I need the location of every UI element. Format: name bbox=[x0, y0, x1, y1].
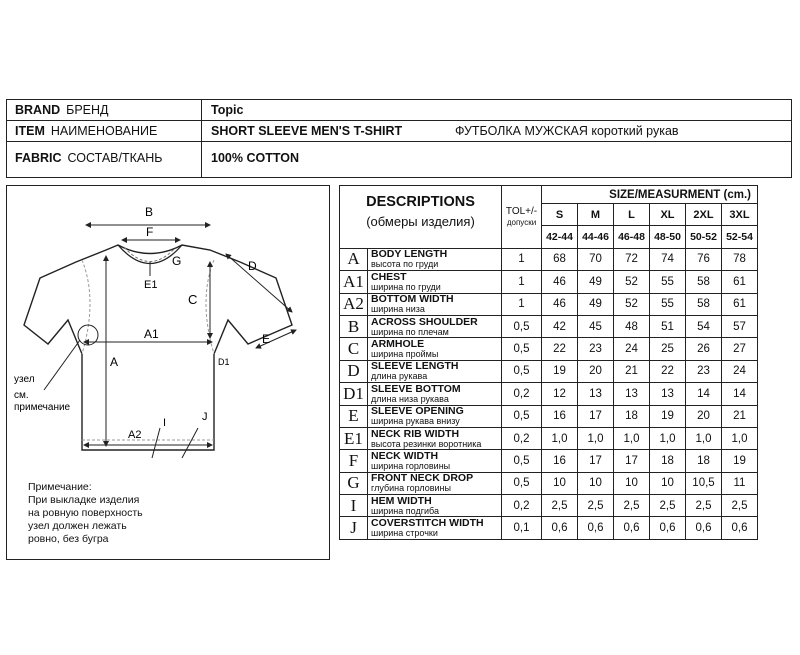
measure-value: 11 bbox=[722, 472, 758, 494]
label-E1: E1 bbox=[144, 279, 158, 291]
table-row bbox=[340, 495, 758, 517]
measure-value: 19 bbox=[722, 450, 758, 472]
size-label: L bbox=[614, 204, 650, 226]
size-label: XL bbox=[650, 204, 686, 226]
size-spec-table bbox=[339, 185, 758, 540]
size-range: 42-44 bbox=[542, 226, 578, 248]
label-remark: примечание bbox=[14, 402, 71, 413]
measure-description: SLEEVE OPENING ширина рукава внизу bbox=[368, 405, 502, 427]
size-range: 52-54 bbox=[722, 226, 758, 248]
tshirt-outline bbox=[24, 245, 292, 450]
measure-value: 2,5 bbox=[722, 495, 758, 517]
tolerance-cell: 1 bbox=[502, 248, 542, 270]
item-value: SHORT SLEEVE MEN'S T-SHIRT bbox=[211, 124, 403, 138]
measure-value: 20 bbox=[686, 405, 722, 427]
tolerance-cell: 0,5 bbox=[502, 450, 542, 472]
tolerance-cell: 0,5 bbox=[502, 315, 542, 337]
measure-description: FRONT NECK DROP глубина горловины bbox=[368, 472, 502, 494]
measure-value: 48 bbox=[614, 315, 650, 337]
measure-value: 27 bbox=[722, 338, 758, 360]
tolerance-cell: 1 bbox=[502, 271, 542, 293]
label-A1: A1 bbox=[144, 327, 159, 341]
measure-value: 76 bbox=[686, 248, 722, 270]
measure-value: 74 bbox=[650, 248, 686, 270]
measure-value: 19 bbox=[650, 405, 686, 427]
descriptions-header: DESCRIPTIONS (обмеры изделия) bbox=[340, 186, 502, 249]
table-row bbox=[340, 517, 758, 539]
measure-value: 0,6 bbox=[650, 517, 686, 539]
measure-value: 52 bbox=[614, 293, 650, 315]
measure-code: E1 bbox=[340, 427, 368, 449]
measure-code: E bbox=[340, 405, 368, 427]
measure-value: 2,5 bbox=[686, 495, 722, 517]
measure-value: 13 bbox=[614, 383, 650, 405]
label-E: E bbox=[262, 332, 271, 346]
measure-value: 10 bbox=[542, 472, 578, 494]
measure-code: A2 bbox=[340, 293, 368, 315]
measure-value: 1,0 bbox=[614, 427, 650, 449]
label-D: D bbox=[248, 259, 257, 273]
size-label: M bbox=[578, 204, 614, 226]
size-label: S bbox=[542, 204, 578, 226]
table-row bbox=[340, 271, 758, 293]
measure-value: 78 bbox=[722, 248, 758, 270]
measure-value: 10 bbox=[578, 472, 614, 494]
measure-value: 13 bbox=[578, 383, 614, 405]
measure-value: 55 bbox=[650, 293, 686, 315]
label-D1: D1 bbox=[218, 357, 230, 367]
note-line: ровно, без бугра bbox=[28, 533, 109, 545]
label-G: G bbox=[172, 254, 182, 268]
measure-value: 1,0 bbox=[542, 427, 578, 449]
measure-description: NECK WIDTH ширина горловины bbox=[368, 450, 502, 472]
tolerance-cell: 0,2 bbox=[502, 427, 542, 449]
label-B: B bbox=[145, 205, 154, 219]
measure-description: ACROSS SHOULDER ширина по плечам bbox=[368, 315, 502, 337]
table-row bbox=[340, 315, 758, 337]
measure-code: C bbox=[340, 338, 368, 360]
brand-key: BRAND БРЕНД bbox=[15, 103, 109, 117]
sketch-note bbox=[28, 481, 143, 546]
note-line: на ровную поверхность bbox=[28, 507, 143, 519]
measure-value: 58 bbox=[686, 293, 722, 315]
measure-value: 2,5 bbox=[614, 495, 650, 517]
table-row bbox=[340, 405, 758, 427]
measure-value: 46 bbox=[542, 271, 578, 293]
size-measurement-header: SIZE/MEASURMENT (cm.) bbox=[542, 186, 758, 204]
measure-value: 24 bbox=[614, 338, 650, 360]
size-range: 46-48 bbox=[614, 226, 650, 248]
measure-value: 0,6 bbox=[578, 517, 614, 539]
tolerance-cell: 0,5 bbox=[502, 405, 542, 427]
table-row bbox=[340, 293, 758, 315]
size-range: 44-46 bbox=[578, 226, 614, 248]
measure-value: 17 bbox=[614, 450, 650, 472]
fabric-key: FABRIC СОСТАВ/ТКАНЬ bbox=[15, 151, 163, 165]
measure-value: 23 bbox=[578, 338, 614, 360]
measure-value: 12 bbox=[542, 383, 578, 405]
measure-value: 45 bbox=[578, 315, 614, 337]
measure-description: BOTTOM WIDTH ширина низа bbox=[368, 293, 502, 315]
measure-code: J bbox=[340, 517, 368, 539]
size-label: 2XL bbox=[686, 204, 722, 226]
measure-value: 18 bbox=[686, 450, 722, 472]
label-A: A bbox=[110, 355, 119, 369]
measure-value: 49 bbox=[578, 271, 614, 293]
measure-code: A1 bbox=[340, 271, 368, 293]
measure-value: 0,6 bbox=[722, 517, 758, 539]
measure-value: 72 bbox=[614, 248, 650, 270]
brand-value: Topic bbox=[211, 103, 244, 117]
measure-value: 10,5 bbox=[686, 472, 722, 494]
measure-code: A bbox=[340, 248, 368, 270]
measure-description: COVERSTITCH WIDTH ширина строчки bbox=[368, 517, 502, 539]
table-row bbox=[340, 360, 758, 382]
measure-value: 54 bbox=[686, 315, 722, 337]
item-key: ITEM НАИМЕНОВАНИЕ bbox=[15, 124, 158, 138]
label-J: J bbox=[202, 411, 208, 423]
measure-value: 2,5 bbox=[650, 495, 686, 517]
label-see: см. bbox=[14, 390, 29, 401]
measure-description: SLEEVE BOTTOM длина низа рукава bbox=[368, 383, 502, 405]
measure-value: 1,0 bbox=[650, 427, 686, 449]
tolerance-header: TOL+/- допуски bbox=[502, 186, 542, 249]
measure-value: 42 bbox=[542, 315, 578, 337]
measure-value: 14 bbox=[686, 383, 722, 405]
measure-value: 26 bbox=[686, 338, 722, 360]
measure-description: ARMHOLE ширина проймы bbox=[368, 338, 502, 360]
measure-value: 1,0 bbox=[578, 427, 614, 449]
tolerance-cell: 0,2 bbox=[502, 383, 542, 405]
measure-value: 19 bbox=[542, 360, 578, 382]
size-label: 3XL bbox=[722, 204, 758, 226]
item-value-ru: ФУТБОЛКА МУЖСКАЯ короткий рукав bbox=[455, 124, 679, 138]
note-line: При выкладке изделия bbox=[28, 494, 140, 506]
measure-code: G bbox=[340, 472, 368, 494]
spec-table-body bbox=[340, 248, 758, 539]
label-A2: A2 bbox=[128, 429, 142, 441]
measure-description: HEM WIDTH ширина подгиба bbox=[368, 495, 502, 517]
measure-value: 10 bbox=[614, 472, 650, 494]
label-C: C bbox=[188, 292, 198, 307]
measure-value: 0,6 bbox=[686, 517, 722, 539]
measure-description: SLEEVE LENGTH длина рукава bbox=[368, 360, 502, 382]
measure-value: 13 bbox=[650, 383, 686, 405]
measure-value: 22 bbox=[650, 360, 686, 382]
measure-value: 46 bbox=[542, 293, 578, 315]
measure-value: 17 bbox=[578, 405, 614, 427]
measure-value: 14 bbox=[722, 383, 758, 405]
table-row bbox=[340, 450, 758, 472]
table-row bbox=[340, 248, 758, 270]
measure-value: 16 bbox=[542, 450, 578, 472]
measure-value: 2,5 bbox=[542, 495, 578, 517]
measure-description: NECK RIB WIDTH высота резинки воротника bbox=[368, 427, 502, 449]
note-line: Примечание: bbox=[28, 481, 92, 493]
measure-value: 70 bbox=[578, 248, 614, 270]
measure-value: 0,6 bbox=[542, 517, 578, 539]
measure-value: 18 bbox=[650, 450, 686, 472]
tolerance-cell: 0,5 bbox=[502, 338, 542, 360]
measure-value: 24 bbox=[722, 360, 758, 382]
table-row bbox=[340, 472, 758, 494]
table-row bbox=[340, 383, 758, 405]
measure-value: 21 bbox=[722, 405, 758, 427]
measure-value: 61 bbox=[722, 293, 758, 315]
measure-value: 20 bbox=[578, 360, 614, 382]
measure-value: 16 bbox=[542, 405, 578, 427]
measure-value: 58 bbox=[686, 271, 722, 293]
measure-value: 61 bbox=[722, 271, 758, 293]
measure-code: F bbox=[340, 450, 368, 472]
label-knot: узел bbox=[14, 374, 35, 385]
measure-value: 23 bbox=[686, 360, 722, 382]
measure-value: 17 bbox=[578, 450, 614, 472]
table-row bbox=[340, 338, 758, 360]
measure-code: D1 bbox=[340, 383, 368, 405]
measure-value: 21 bbox=[614, 360, 650, 382]
measure-value: 68 bbox=[542, 248, 578, 270]
measure-value: 25 bbox=[650, 338, 686, 360]
measure-value: 1,0 bbox=[686, 427, 722, 449]
label-I: I bbox=[163, 417, 167, 429]
measure-description: BODY LENGTH высота по груди bbox=[368, 248, 502, 270]
measure-value: 22 bbox=[542, 338, 578, 360]
size-range: 48-50 bbox=[650, 226, 686, 248]
table-row bbox=[340, 427, 758, 449]
fabric-value: 100% COTTON bbox=[211, 151, 299, 165]
tolerance-cell: 0,2 bbox=[502, 495, 542, 517]
measure-code: D bbox=[340, 360, 368, 382]
measure-value: 0,6 bbox=[614, 517, 650, 539]
measure-description: CHEST ширина по груди bbox=[368, 271, 502, 293]
measure-value: 2,5 bbox=[578, 495, 614, 517]
measure-value: 49 bbox=[578, 293, 614, 315]
tolerance-cell: 1 bbox=[502, 293, 542, 315]
table-header-row bbox=[340, 186, 758, 204]
measure-code: I bbox=[340, 495, 368, 517]
measure-value: 55 bbox=[650, 271, 686, 293]
measure-value: 57 bbox=[722, 315, 758, 337]
measure-code: B bbox=[340, 315, 368, 337]
label-F: F bbox=[146, 225, 154, 239]
measure-value: 52 bbox=[614, 271, 650, 293]
size-range: 50-52 bbox=[686, 226, 722, 248]
measure-value: 10 bbox=[650, 472, 686, 494]
note-line: узел должен лежать bbox=[28, 520, 127, 532]
tolerance-cell: 0,5 bbox=[502, 472, 542, 494]
measure-value: 1,0 bbox=[722, 427, 758, 449]
tolerance-cell: 0,5 bbox=[502, 360, 542, 382]
measure-value: 51 bbox=[650, 315, 686, 337]
tolerance-cell: 0,1 bbox=[502, 517, 542, 539]
measure-value: 18 bbox=[614, 405, 650, 427]
